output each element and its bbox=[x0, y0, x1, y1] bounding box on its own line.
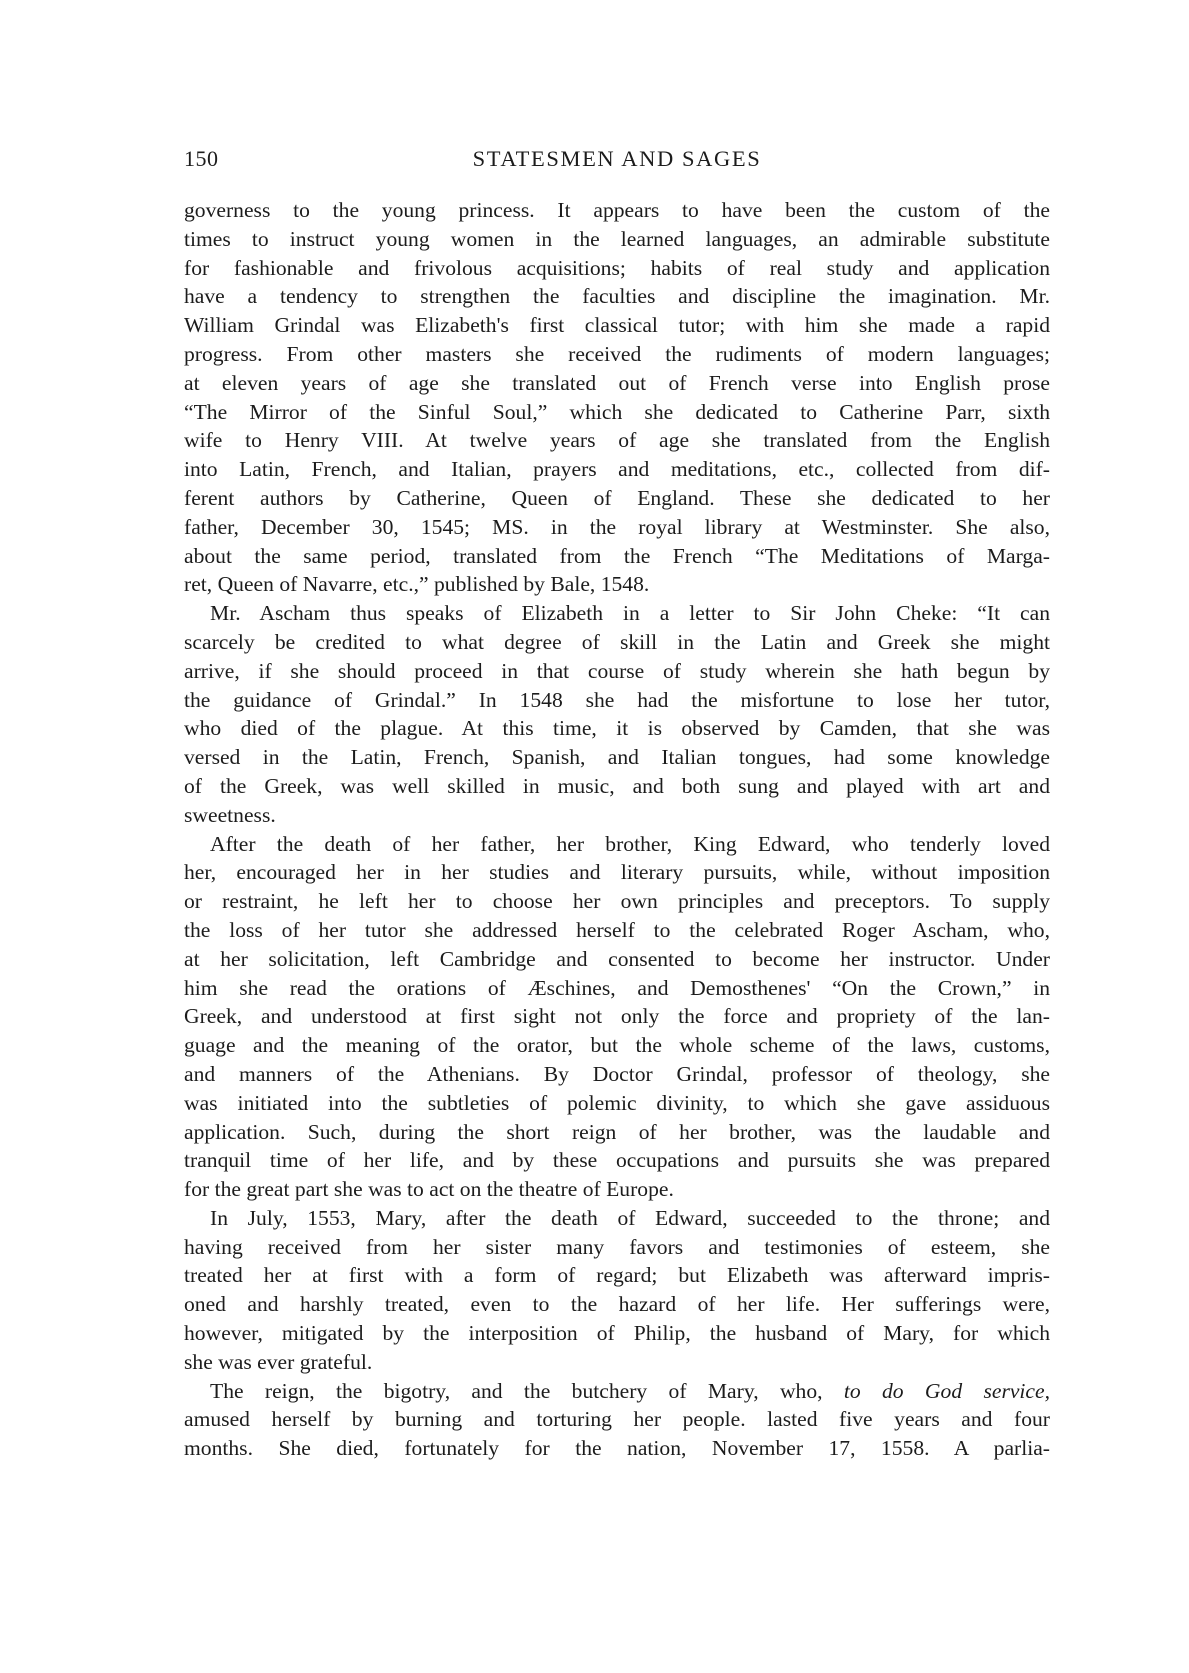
text-line: guage and the meaning of the orator, but the whole scheme of the laws, customs, bbox=[184, 1033, 1050, 1058]
text-line: arrive, if she should proceed in that course of study wherein she hath begun by bbox=[184, 658, 1050, 683]
text-line: of the Greek, was well skilled in music, and both sung and played with art and bbox=[184, 773, 1050, 798]
text-line: having received from her sister many favors and testimonies of esteem, she bbox=[184, 1234, 1050, 1259]
text-line: him she read the orations of Æschines, and Demosthenes' “On the Crown,” in bbox=[184, 975, 1050, 1000]
text-line: tranquil time of her life, and by these occupations and pursuits she was prepared bbox=[184, 1148, 1050, 1173]
text-line: Mr. Ascham thus speaks of Elizabeth in a letter to Sir John Cheke: “It can bbox=[210, 601, 1050, 626]
italic-phrase: to do God service, bbox=[843, 1378, 1050, 1403]
text-line: father, December 30, 1545; MS. in the royal library at Westminster. She also, bbox=[184, 514, 1050, 539]
text-line: Greek, and understood at first sight not only the force and propriety of the lan- bbox=[184, 1004, 1050, 1029]
text-line: or restraint, he left her to choose her own principles and preceptors. To supply bbox=[184, 889, 1050, 914]
text-line: After the death of her father, her brother, King Edward, who tenderly loved bbox=[210, 831, 1050, 856]
text-line: versed in the Latin, French, Spanish, and Italian tongues, had some knowledge bbox=[184, 745, 1050, 770]
text-line: the loss of her tutor she addressed herself to the celebrated Roger Ascham, who, bbox=[184, 917, 1050, 942]
running-head: STATESMEN AND SAGES bbox=[472, 146, 762, 171]
text-line: sweetness. bbox=[184, 802, 276, 827]
text-line: and manners of the Athenians. By Doctor Grindal, professor of theology, she bbox=[184, 1061, 1050, 1086]
paragraph-4 bbox=[184, 1204, 1050, 1377]
text-line: amused herself by burning and torturing her people. lasted five years and four bbox=[184, 1407, 1050, 1432]
text-line: for the great part she was to act on the theatre of Europe. bbox=[184, 1177, 674, 1202]
text-line: application. Such, during the short reign of her brother, was the laudable and bbox=[184, 1119, 1050, 1144]
text-line: “The Mirror of the Sinful Soul,” which she dedicated to Catherine Parr, sixth bbox=[184, 399, 1050, 424]
paragraph-1 bbox=[184, 196, 1050, 599]
text-line: In July, 1553, Mary, after the death of Edward, succeeded to the throne; and bbox=[210, 1205, 1050, 1230]
text-line: ferent authors by Catherine, Queen of England. These she dedicated to her bbox=[184, 485, 1050, 510]
text-line bbox=[184, 1377, 1050, 1406]
text-line: was initiated into the subtleties of polemic divinity, to which she gave assiduous bbox=[184, 1090, 1050, 1115]
body-text bbox=[184, 196, 1050, 1463]
page-number: 150 bbox=[184, 146, 219, 171]
paragraph-2 bbox=[184, 599, 1050, 829]
text-line: however, mitigated by the interposition of Philip, the husband of Mary, for which bbox=[184, 1321, 1050, 1346]
text-line: progress. From other masters she received the rudiments of modern languages; bbox=[184, 341, 1050, 366]
text-line: William Grindal was Elizabeth's first classical tutor; with him she made a rapid bbox=[184, 313, 1050, 338]
paragraph-5 bbox=[184, 1377, 1050, 1463]
text-line: at her solicitation, left Cambridge and consented to become her instructor. Under bbox=[184, 946, 1050, 971]
text-line: her, encouraged her in her studies and literary pursuits, while, without imposition bbox=[184, 860, 1050, 885]
text-line: times to instruct young women in the learned languages, an admirable substitute bbox=[184, 226, 1050, 251]
paragraph-3 bbox=[184, 830, 1050, 1204]
text-line: have a tendency to strengthen the faculties and discipline the imagination. Mr. bbox=[184, 284, 1050, 309]
text-line: who died of the plague. At this time, it is observed by Camden, that she was bbox=[184, 716, 1050, 741]
text-line: wife to Henry VIII. At twelve years of age she translated from the English bbox=[184, 428, 1050, 453]
text-line: she was ever grateful. bbox=[184, 1349, 373, 1374]
text-segment: The reign, the bigotry, and the butchery of Mary, who, bbox=[210, 1378, 844, 1403]
text-line: treated her at first with a form of regard; but Elizabeth was afterward impris- bbox=[184, 1263, 1050, 1288]
text-line: the guidance of Grindal.” In 1548 she had the misfortune to lose her tutor, bbox=[184, 687, 1050, 712]
text-line: oned and harshly treated, even to the hazard of her life. Her sufferings were, bbox=[184, 1292, 1050, 1317]
text-line: ret, Queen of Navarre, etc.,” published by Bale, 1548. bbox=[184, 572, 650, 597]
text-line: into Latin, French, and Italian, prayers and meditations, etc., collected from dif- bbox=[184, 457, 1050, 482]
text-line: about the same period, translated from the French “The Meditations of Marga- bbox=[184, 543, 1050, 568]
text-line: at eleven years of age she translated out of French verse into English prose bbox=[184, 370, 1050, 395]
text-line: for fashionable and frivolous acquisitions; habits of real study and application bbox=[184, 255, 1050, 280]
text-line: months. She died, fortunately for the nation, November 17, 1558. A parlia- bbox=[184, 1436, 1050, 1461]
text-line: governess to the young princess. It appears to have been the custom of the bbox=[184, 198, 1050, 222]
text-line: scarcely be credited to what degree of skill in the Latin and Greek she might bbox=[184, 629, 1050, 654]
page-header bbox=[184, 146, 1050, 180]
